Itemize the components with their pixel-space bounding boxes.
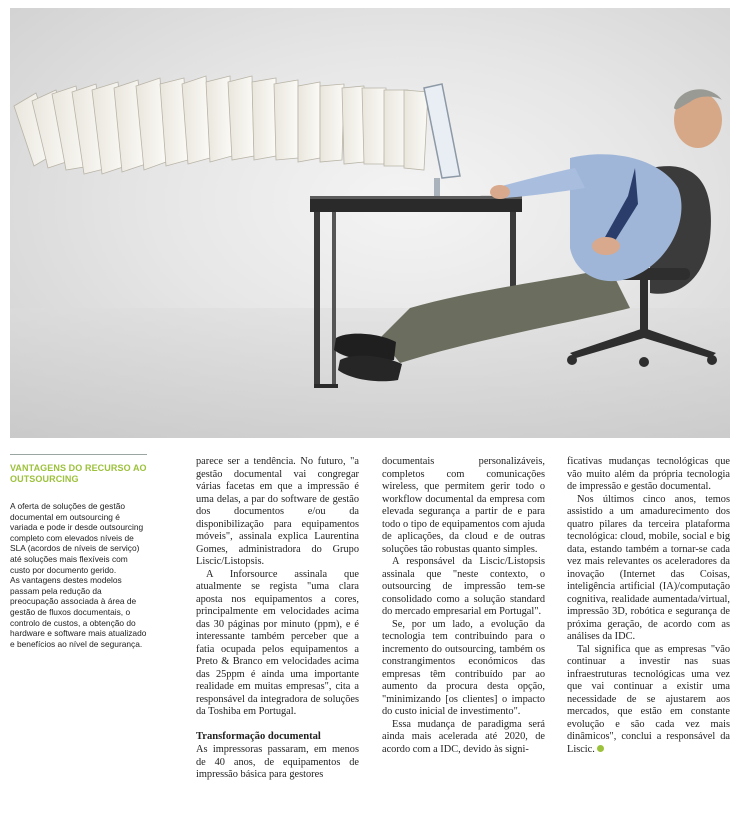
article-column-3 (567, 456, 730, 756)
article-column-2 (382, 456, 545, 756)
end-of-article-dot-icon (597, 745, 604, 752)
sidebar-title: VANTAGENS DO RECURSO AO OUTSOURCING (10, 463, 147, 484)
flying-papers (14, 76, 428, 174)
body-paragraph (567, 644, 730, 757)
sidebar-paragraph: As vantagens destes modelos passam pela redução da preocupação associada à área de gestão de fluxos documentais, o controlo de custos, a obtenção do hardware e software mais atualizado e benefícios ao nível de segurança. (10, 575, 147, 649)
body-paragraph: ficativas mudanças tecnológicas que vão muito além da própria tecnologia de impressão e gestão documental. (567, 456, 730, 492)
body-paragraph: Se, por um lado, a evolução da tecnologia tem contribuindo para o incremento do outsourcing, também os constrangimentos económicos das empresas têm contribuído par ao aumento da procura desta opção, "minimizando [os clientes] o impacto do custo inicial de investimento". (382, 618, 545, 717)
article-photo (10, 8, 730, 438)
body-paragraph: A Inforsource assinala que atualmente se regista "uma clara aposta nos equipamentos a cores, principalmente em velocidades acima das 30 páginas por minuto (ppm), e é interessante também perceber que a fatia ocupada pelos equipamentos a Preto & Branco em velocidades acima das 25ppm é ainda uma importante realidade em muitas empresas", cita a responsável da integradora de soluções da Toshiba em Portugal. (196, 568, 359, 717)
body-paragraph: Nos últimos cinco anos, temos assistido a um amadurecimento dos quatro pilares da terceira plataforma tecnológica: cloud, mobile, social e big data, estando também a tornar-se cada vez mais relevantes os aceleradores da inovação (Internet das Coisas, inteligência artificial (IA)/computação cognitiva, realidade aumentada/virtual, impressão 3D, robótica e segurança de próxima geração, de acordo com as análises da IDC. (567, 493, 730, 642)
sidebar-rule (10, 454, 147, 455)
body-paragraph: documentais personalizáveis, completos com comunicações wireless, que permitem gerir todo o workflow documental da empresa com elevada segurança a partir de e para todo o tipo de equipamentos com ajuda de aplicações, da cloud e de outras soluções tão robustas quanto simples. (382, 456, 545, 555)
sidebar-paragraph: A oferta de soluções de gestão documental em outsourcing é variada e pode ir desde outsourcing completo com elevados níveis de SLA (acordos de níveis de serviço) até soluções mais flexíveis com custo por documento gerido. (10, 501, 144, 575)
office-photo-illustration (10, 8, 730, 438)
body-paragraph: As impressoras passaram, em menos de 40 anos, de equipamentos de impressão básica para gestores (196, 744, 359, 780)
section-heading: Transformação documental (196, 730, 321, 742)
article-column-1 (196, 456, 359, 782)
body-paragraph: A responsável da Liscic/Listopsis assinala que "neste contexto, o outsourcing de impressão tem-se consolidado como a solução standard do mercado empresarial em Portugal". (382, 556, 545, 617)
body-paragraph: parece ser a tendência. No futuro, "a gestão documental vai congregar várias facetas em que a impressão é uma delas, a par do software de gestão dos documentos e/ou da disponibilização para equipamentos móveis", assinala explica Laurentina Gomes, administradora do Grupo Liscic/Listopsis. (196, 456, 359, 567)
sidebar-box (10, 454, 147, 649)
final-paragraph-text: Tal significa que as empresas "vão continuar a investir nas suas infraestruturas tecnológicas uma vez que vai continuar a existir uma necessidade de se ajustarem aos mercados, que estão em constante evolução e são cada vez mais dinâmicos", conclui a responsável da Liscic. (567, 643, 730, 755)
body-paragraph: Essa mudança de paradigma será ainda mais acelerada até 2020, de acordo com a IDC, devido às signi- (382, 718, 545, 755)
